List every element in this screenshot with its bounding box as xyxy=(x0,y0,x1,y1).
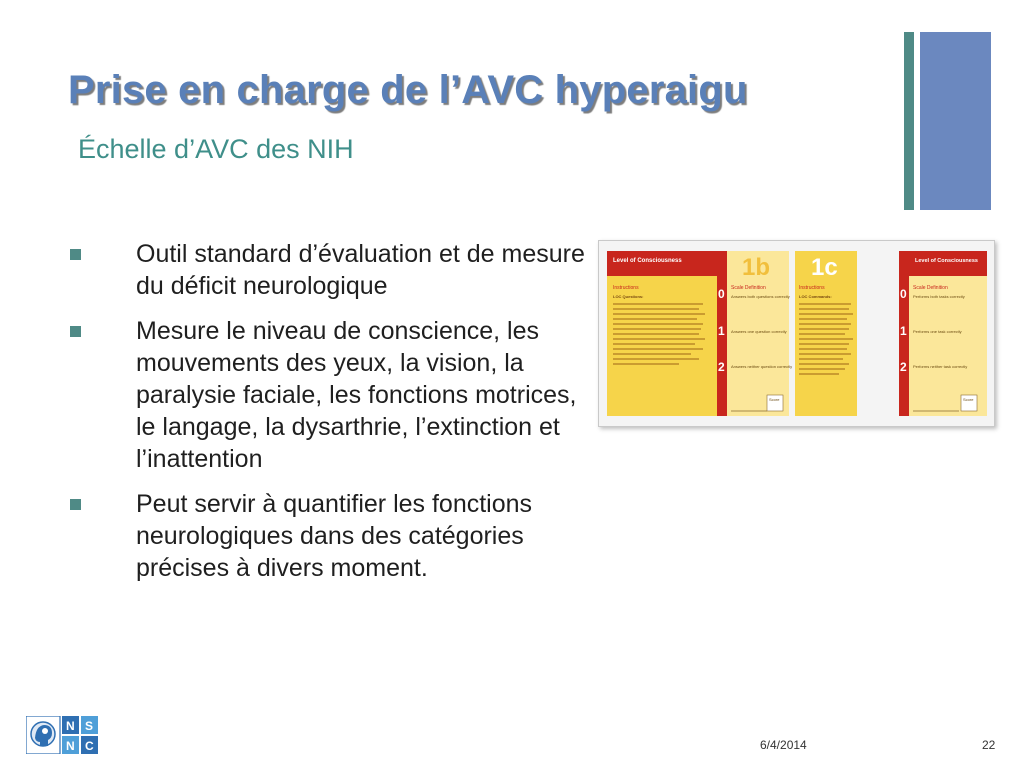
bullet-square-icon xyxy=(70,499,81,510)
score-right-1: 1 xyxy=(900,324,907,338)
logo-letter-n2: N xyxy=(66,739,75,753)
page-number: 22 xyxy=(982,738,996,752)
right-instructions-label: Instructions xyxy=(799,285,825,291)
bullet-list xyxy=(66,238,596,597)
answer-right-2: Performs neither task correctly xyxy=(913,364,968,369)
answer-right-0: Performs both tasks correctly xyxy=(913,294,965,299)
logo-letter-c: C xyxy=(85,739,94,753)
bullet-text: Mesure le niveau de conscience, les mouvements des yeux, la vision, la paralysie faciale, les fonctions motrices, le langage, la dysarthrie, l’extinction et l’inattention xyxy=(136,317,577,473)
score-box-left-label: Score xyxy=(769,397,780,402)
right-item-title: LOC Commands: xyxy=(799,294,832,299)
answer-left-1: Answers one question correctly xyxy=(731,329,787,334)
score-right-2: 2 xyxy=(900,360,907,374)
bullet-square-icon xyxy=(70,326,81,337)
accent-bar-teal xyxy=(904,32,914,210)
code-1b: 1b xyxy=(742,254,771,281)
right-instructions-lines xyxy=(799,304,853,374)
answer-left-0: Answers both questions correctly xyxy=(731,294,790,299)
score-left-2: 2 xyxy=(718,360,725,374)
bullet-item xyxy=(66,315,596,475)
bullet-item xyxy=(66,488,596,584)
scale-label-right: Scale Definition xyxy=(913,285,948,291)
logo-letter-n1: N xyxy=(66,719,75,733)
nsnc-logo xyxy=(26,716,98,754)
left-item-title: LOC Questions: xyxy=(613,294,644,299)
nih-scale-image xyxy=(598,240,995,427)
score-box-right-label: Score xyxy=(963,397,974,402)
bullet-text: Peut servir à quantifier les fonctions neurologiques dans des catégories précises à divers moment. xyxy=(136,490,533,582)
bullet-text: Outil standard d’évaluation et de mesure du déficit neurologique xyxy=(136,240,585,300)
footer-date: 6/4/2014 xyxy=(760,738,807,752)
code-1c: 1c xyxy=(811,254,838,281)
accent-bar-blue xyxy=(920,32,991,210)
slide-subtitle: Échelle d’AVC des NIH xyxy=(78,134,354,164)
score-left-0: 0 xyxy=(718,287,725,301)
left-instructions-label: Instructions xyxy=(613,285,639,291)
answer-right-1: Performs one task correctly xyxy=(913,329,962,334)
bullet-square-icon xyxy=(70,249,81,260)
slide-title: Prise en charge de l’AVC hyperaigu xyxy=(68,68,748,112)
score-right-0: 0 xyxy=(900,287,907,301)
logo-letter-s: S xyxy=(85,719,94,733)
score-left-1: 1 xyxy=(718,324,725,338)
left-header-text: Level of Consciousness xyxy=(613,258,682,264)
right-header-text: Level of Consciousness xyxy=(915,258,978,264)
nih-scale-illustration xyxy=(599,241,994,426)
scale-label-left: Scale Definition xyxy=(731,285,766,291)
bullet-item xyxy=(66,238,596,302)
answer-left-2: Answers neither question correctly xyxy=(731,364,793,369)
nsnc-logo-graphic xyxy=(26,716,98,754)
